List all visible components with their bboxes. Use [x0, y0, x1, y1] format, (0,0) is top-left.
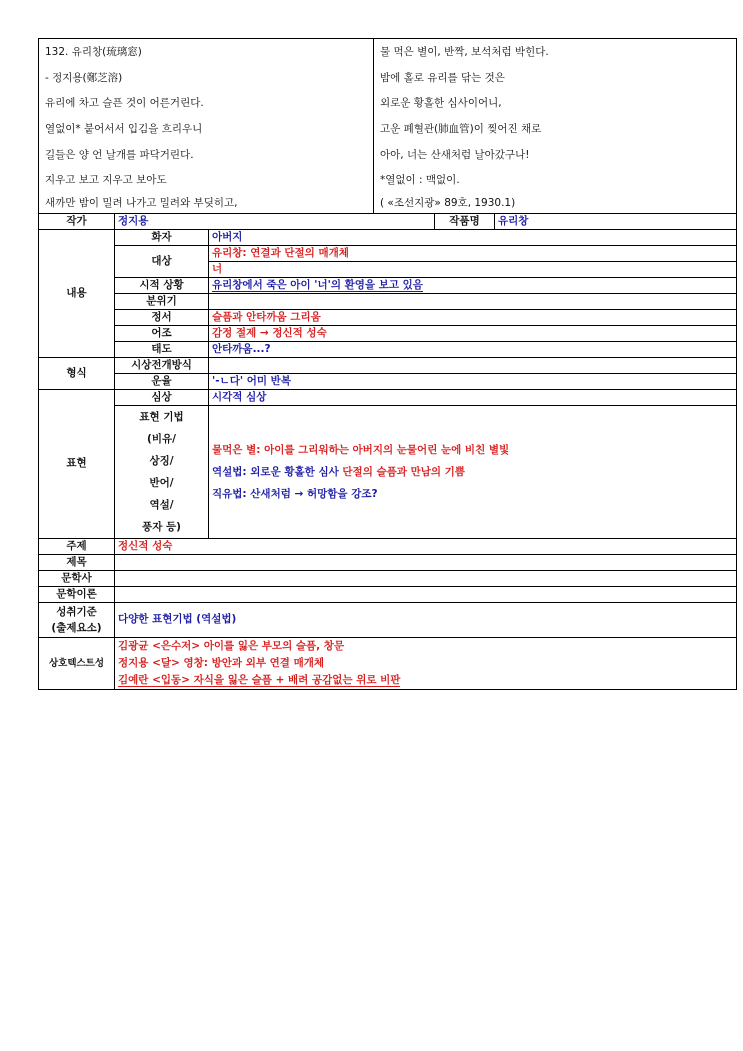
- title-label: 제목: [39, 554, 115, 570]
- poem-line: 새까만 밤이 밀려 나가고 밀려와 부딪히고,: [39, 193, 374, 213]
- speaker-value: 아버지: [209, 229, 737, 245]
- technique-label-line: 상징/: [149, 454, 174, 467]
- standard-label-line: 성취기준: [56, 605, 97, 618]
- object-label: 대상: [115, 245, 209, 277]
- object-value: 너: [209, 261, 737, 277]
- structure-label: 시상전개방식: [115, 357, 209, 373]
- poem-line: 열없이* 붙어서서 입김을 흐리우니: [39, 116, 374, 142]
- technique-label-line: 표현 기법: [139, 410, 184, 423]
- attitude-label: 태도: [115, 341, 209, 357]
- poem-line: - 정지용(鄭芝溶): [39, 65, 374, 91]
- tone-label: 어조: [115, 325, 209, 341]
- poem-line: *열없이 : 맥없이.: [374, 167, 737, 193]
- analysis-table: [38, 213, 737, 690]
- history-label: 문학사: [39, 570, 115, 586]
- technique-label-line: 역설/: [149, 498, 174, 511]
- intertext-line: 김광균 <은수저> 아이를 잃은 부모의 슬픔, 창문: [118, 639, 345, 652]
- intertext-label: 상호텍스트성: [39, 637, 115, 689]
- form-label: 형식: [39, 357, 115, 389]
- author-label: 작가: [39, 213, 115, 229]
- situation-value: [209, 277, 737, 293]
- imagery-value: 시각적 심상: [209, 389, 737, 405]
- theme-value: 정신적 성숙: [115, 538, 737, 554]
- theory-value: [115, 586, 737, 602]
- poem-line: 아아, 너는 산새처럼 날아갔구나!: [374, 141, 737, 167]
- speaker-label: 화자: [115, 229, 209, 245]
- poem-line: 고운 폐혈관(肺血管)이 찢어진 채로: [374, 116, 737, 142]
- situation-label: 시적 상황: [115, 277, 209, 293]
- technique-label-line: 풍자 등): [142, 520, 181, 533]
- attitude-value: 안타까움...?: [209, 341, 737, 357]
- technique-line: 직유법: 산새처럼 → 허망함을 강조?: [212, 487, 378, 500]
- mood-label: 분위기: [115, 293, 209, 309]
- theory-label: 문학이론: [39, 586, 115, 602]
- poem-line: 유리에 차고 슬픈 것이 어른거린다.: [39, 90, 374, 116]
- author-value: 정지용: [115, 213, 435, 229]
- imagery-label: 심상: [115, 389, 209, 405]
- poem-line: 지우고 보고 지우고 보아도: [39, 167, 374, 193]
- standard-label-line: (출제요소): [51, 621, 102, 634]
- technique-label-line: 반어/: [149, 476, 174, 489]
- technique-label-line: (비유/: [147, 432, 176, 445]
- poem-line: 외로운 황홀한 심사이어니,: [374, 90, 737, 116]
- content-label: 내용: [39, 229, 115, 357]
- poem-line: 길들은 양 언 날개를 파닥거린다.: [39, 141, 374, 167]
- situation-text: 유리창에서 죽은 아이 '너'의 환영을 보고 있음: [212, 278, 423, 291]
- poem-line: 물 먹은 별이, 반짝, 보석처럼 박힌다.: [374, 39, 737, 65]
- technique-line-part: 단절의 슬픔과 만남의 기쁨: [338, 465, 465, 478]
- technique-value: [209, 405, 737, 538]
- mood-value: [209, 293, 737, 309]
- object-value: 유리창: 연결과 단절의 매개체: [209, 245, 737, 261]
- emotion-label: 정서: [115, 309, 209, 325]
- document-page: [38, 38, 736, 690]
- standard-value: 다양한 표현기법 (역설법): [115, 602, 737, 637]
- expression-label: 표현: [39, 389, 115, 538]
- technique-line-part: 역설법: 외로운 황홀한 심사: [212, 465, 339, 478]
- structure-value: [209, 357, 737, 373]
- technique-label: [115, 405, 209, 538]
- intertext-value: [115, 637, 737, 689]
- technique-line: 물먹은 별: 아이를 그리워하는 아버지의 눈물어린 눈에 비친 별빛: [212, 443, 510, 456]
- standard-label: [39, 602, 115, 637]
- poem-line: 132. 유리창(琉璃窓): [39, 39, 374, 65]
- history-value: [115, 570, 737, 586]
- poem-source: ( «조선지광» 89호, 1930.1): [374, 193, 737, 213]
- title-value: [115, 554, 737, 570]
- poem-line: 밤에 홀로 유리를 닦는 것은: [374, 65, 737, 91]
- intertext-line: 정지용 <달> 영창: 방안과 외부 연결 매개체: [118, 656, 325, 669]
- emotion-value: 슬픔과 안타까움 그리움: [209, 309, 737, 325]
- technique-line: [212, 461, 733, 483]
- poem-table: [38, 38, 737, 213]
- rhyme-value: '-ㄴ다' 어미 반복: [209, 373, 737, 389]
- theme-label: 주제: [39, 538, 115, 554]
- tone-value: 감정 절제 → 정신적 성숙: [209, 325, 737, 341]
- intertext-text: 김예란 <입동> 자식을 잃은 슬픔 + 배려 공감없는 위로 비판: [118, 673, 401, 686]
- intertext-line: [118, 672, 733, 689]
- work-value: 유리창: [495, 213, 737, 229]
- work-label: 작품명: [435, 213, 495, 229]
- rhyme-label: 운율: [115, 373, 209, 389]
